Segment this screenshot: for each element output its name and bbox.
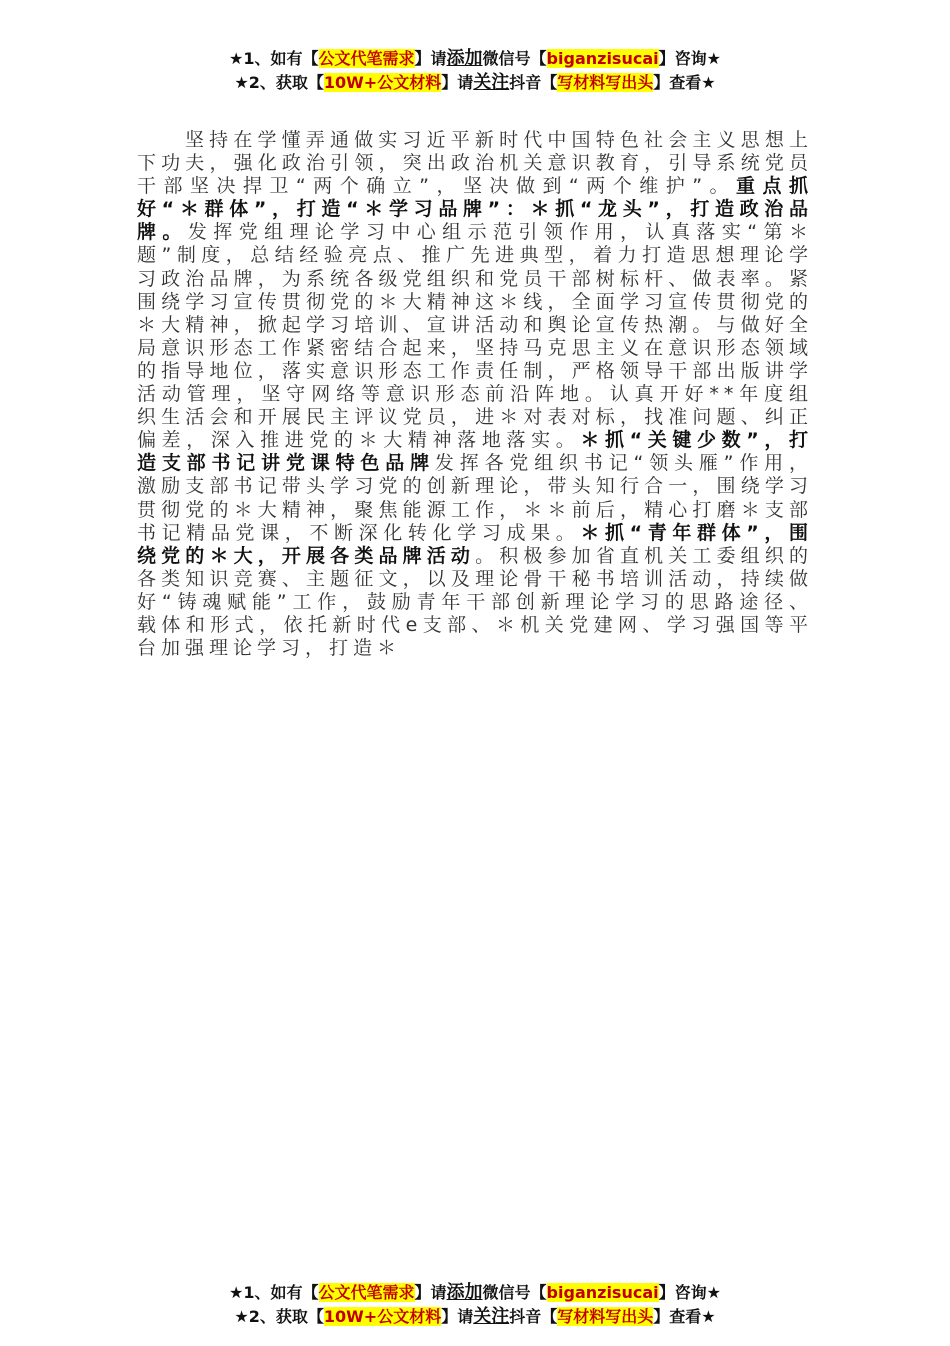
banner-text: 】请 — [441, 1307, 474, 1326]
banner-line-1 — [0, 1281, 950, 1305]
banner-line-2 — [0, 71, 950, 95]
banner-text: ★2、获取【 — [234, 73, 324, 92]
banner-highlight: 写材料写出头 — [557, 1307, 654, 1326]
banner-highlight: 公文代笔需求 — [318, 1283, 415, 1302]
banner-text: 抖音【 — [509, 73, 558, 92]
banner-highlight: 10W+公文材料 — [323, 1307, 442, 1326]
banner-text: 抖音【 — [509, 1307, 558, 1326]
banner-text: 】查看★ — [653, 1307, 716, 1326]
banner-text: ★1、如有【 — [229, 49, 319, 68]
banner-line-1 — [0, 47, 950, 71]
banner-underline: 关注 — [473, 72, 510, 93]
banner-underline: 关注 — [473, 1306, 510, 1327]
banner-underline: 添加 — [446, 48, 483, 69]
banner-text: 】咨询★ — [658, 49, 721, 68]
banner-text: 】请 — [414, 1283, 447, 1302]
paragraph-text: 。积极参加省直机关工委组织的各类知识竞赛、主题征文，以及理论骨干秘书培训活动，持续做好“铸魂赋能”工作，鼓励青年干部创新理论学习的思路途径、载体和形式，依托新时代e支部、＊机关党建网、学习强国等平台加强理论学习，打造＊ — [137, 544, 813, 660]
banner-text: 】咨询★ — [658, 1283, 721, 1302]
banner-highlight: 公文代笔需求 — [318, 49, 415, 68]
banner-highlight: biganzisucai — [546, 49, 659, 68]
bold-heading: 重点抓好“＊群体”，打造“＊学习品牌”：＊抓“龙头”，打造政治品牌。 — [137, 175, 813, 244]
bold-heading: ＊抓“关键少数”，打造支部书记讲党课特色品牌 — [137, 429, 813, 475]
document-body — [137, 129, 813, 660]
banner-text: 微信号【 — [482, 1283, 547, 1302]
banner-text: 微信号【 — [482, 49, 547, 68]
banner-line-2 — [0, 1305, 950, 1329]
banner-text: ★2、获取【 — [234, 1307, 324, 1326]
banner-text: ★1、如有【 — [229, 1283, 319, 1302]
paragraph-text: 发挥各党组织书记“领头雁”作用，激励支部书记带头学习党的创新理论，带头知行合一，围绕学习贯彻党的＊大精神，聚焦能源工作，＊＊前后，精心打磨＊支部书记精品党课，不断深化转化学习成果。 — [137, 452, 813, 544]
banner-text: 】查看★ — [653, 73, 716, 92]
banner-text: 】请 — [441, 73, 474, 92]
banner-underline: 添加 — [446, 1282, 483, 1303]
banner-highlight: 写材料写出头 — [557, 73, 654, 92]
banner-highlight: biganzisucai — [546, 1283, 659, 1302]
footer-banner — [0, 1281, 950, 1329]
header-banner — [0, 47, 950, 95]
banner-highlight: 10W+公文材料 — [323, 73, 442, 92]
banner-text: 】请 — [414, 49, 447, 68]
paragraph-text: 坚持在学懂弄通做实习近平新时代中国特色社会主义思想上下功夫，强化政治引领，突出政治机关意识教育，引导系统党员干部坚决捍卫“两个确立”，坚决做到“两个维护”。 — [137, 129, 813, 198]
bold-heading: ＊抓“青年群体”，围绕党的＊大，开展各类品牌活动 — [137, 521, 813, 567]
paragraph-text: 发挥党组理论学习中心组示范引领作用，认真落实“第＊题”制度，总结经验亮点、推广先进典型，着力打造思想理论学习政治品牌，为系统各级党组织和党员干部树标杆、做表率。紧围绕学习宣传贯彻党的＊大精神这＊线，全面学习宣传贯彻党的＊大精神，掀起学习培训、宣讲活动和舆论宣传热潮。与做好全局意识形态工作紧密结合起来，坚持马克思主义在意识形态领域的指导地位，落实意识形态工作责任制，严格领导干部出版讲学活动管理，坚守网络等意识形态前沿阵地。认真开好**年度组织生活会和开展民主评议党员，进＊对表对标，找准问题、纠正偏差，深入推进党的＊大精神落地落实。 — [137, 221, 813, 452]
